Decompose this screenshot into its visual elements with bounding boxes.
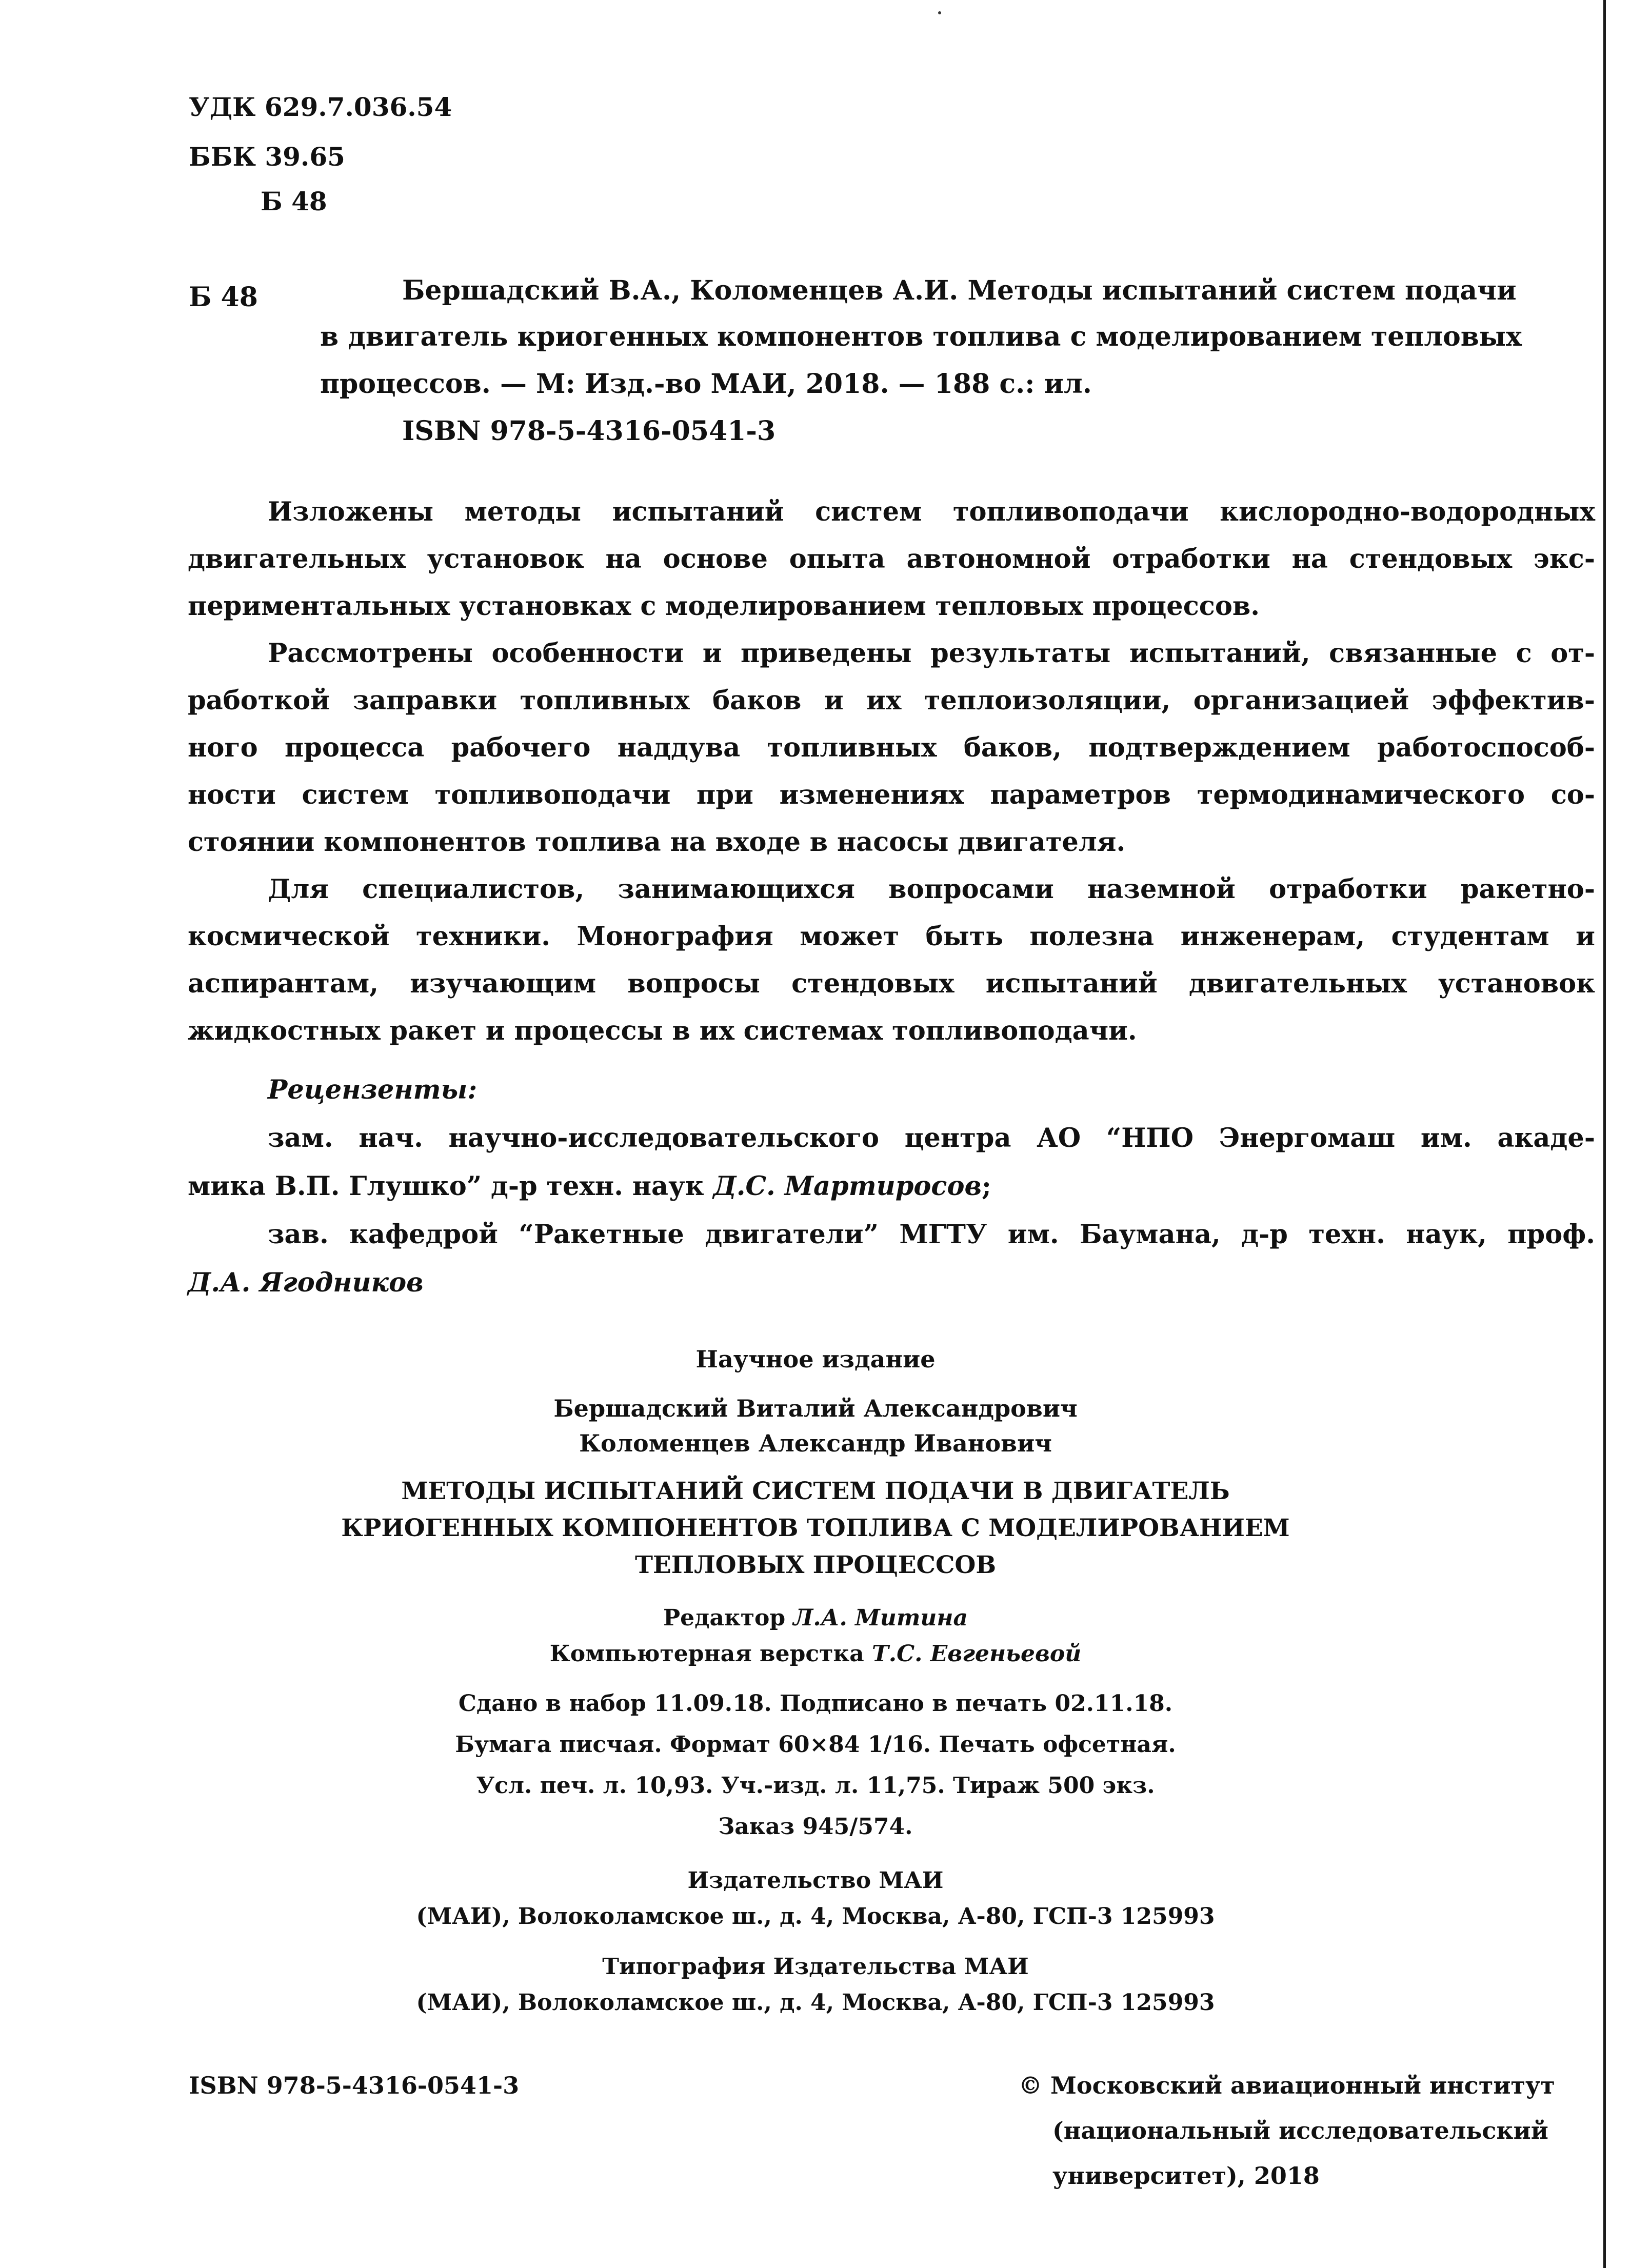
bbk-code: ББК 39.65: [189, 142, 345, 172]
bib-line-1: [402, 266, 1517, 315]
reviewers-heading: Рецензенты:: [268, 1075, 478, 1105]
reviewer-2: [188, 1210, 1595, 1307]
copyright-line: © Московский авиационный институт: [1019, 2072, 1555, 2099]
reviewer-2-name: Д.А. Ягодников: [188, 1267, 424, 1298]
bib-authors: Бершадский В.А., Коломенцев А.И.: [402, 275, 959, 306]
book-title-line: ТЕПЛОВЫХ ПРОЦЕССОВ: [634, 1551, 997, 1579]
reviewer-1-name: Д.С. Мартиросов: [713, 1171, 982, 1202]
printer-name: Типография Издательства МАИ: [602, 1954, 1029, 1980]
copyright-line: (национальный исследовательский: [1052, 2117, 1548, 2144]
reviewer-1-line-1: зам. нач. научно-исследовательского центра АО “НПО Энергомаш им. акаде-: [268, 1123, 1595, 1153]
imprint-author-2: Коломенцев Александр Иванович: [579, 1429, 1052, 1457]
layout-line: [0, 1632, 1631, 1676]
bib-author-mark: Б 48: [189, 282, 258, 313]
abstract-line: стоянии компонентов топлива на входе в насосы двигателя.: [188, 827, 1126, 858]
abstract-line: космической техники. Монография может быть полезна инженерам, студентам и: [188, 921, 1595, 952]
print-detail-line: Заказ 945/574.: [718, 1814, 913, 1840]
print-detail-line: Усл. печ. л. 10,93. Уч.-изд. л. 11,75. Тираж 500 экз.: [476, 1773, 1155, 1799]
print-detail-line: Бумага писчая. Формат 60×84 1/16. Печать офсетная.: [455, 1732, 1176, 1758]
bib-isbn: ISBN 978-5-4316-0541-3: [402, 415, 776, 447]
udk-code: УДК 629.7.036.54: [189, 92, 452, 122]
editor-label: Редактор: [663, 1605, 793, 1631]
reviewer-1: [188, 1114, 1595, 1210]
imprint-author-1: Бершадский Виталий Александрович: [553, 1395, 1078, 1422]
abstract-line: Изложены методы испытаний систем топливоподачи кислородно-водородных: [268, 496, 1595, 527]
abstract-line: Для специалистов, занимающихся вопросами наземной отработки ракетно-: [268, 874, 1595, 905]
abstract-line: работкой заправки топливных баков и их теплоизоляции, организацией эффектив-: [188, 685, 1595, 716]
bib-line-3: процессов. — М: Изд.-во МАИ, 2018. — 188 с.: ил.: [320, 368, 1092, 400]
bib-line-2: в двигатель криогенных компонентов топлива с моделированием тепловых: [320, 321, 1522, 352]
abstract-line: жидкостных ракет и процессы в их системах топливоподачи.: [188, 1016, 1137, 1046]
reviewer-1-end: ;: [982, 1171, 991, 1202]
abstract-line: двигательных установок на основе опыта автономной отработки на стендовых экс-: [188, 544, 1595, 574]
printer-address: (МАИ), Волоколамское ш., д. 4, Москва, А-80, ГСП-3 125993: [416, 1990, 1215, 2016]
copyright-block: [1019, 2063, 1555, 2198]
book-title-line: МЕТОДЫ ИСПЫТАНИЙ СИСТЕМ ПОДАЧИ В ДВИГАТЕЛЬ: [401, 1477, 1230, 1505]
abstract-paragraph-2: [188, 630, 1595, 866]
layout-label: Компьютерная верстка: [549, 1641, 872, 1667]
abstract-paragraph-3: [188, 866, 1595, 1055]
copyright-line: университет), 2018: [1052, 2162, 1320, 2190]
scan-speck: [938, 11, 941, 14]
publisher-name: Издательство МАИ: [687, 1867, 944, 1894]
print-details: [0, 1683, 1631, 1847]
print-detail-line: Сдано в набор 11.09.18. Подписано в печать 02.11.18.: [458, 1690, 1173, 1717]
abstract-paragraph-1: [188, 488, 1595, 630]
bib-title-start: Методы испытаний систем подачи: [967, 275, 1517, 306]
abstract-line: периментальных установках с моделированием тепловых процессов.: [188, 591, 1260, 622]
layout-name: Т.С. Евгеньевой: [872, 1641, 1082, 1667]
book-title: [0, 1473, 1631, 1584]
reviewer-1-credentials: мика В.П. Глушко” д-р техн. наук: [188, 1171, 713, 1202]
edition-type: Научное издание: [695, 1345, 936, 1373]
editor-name: Л.А. Митина: [793, 1605, 968, 1631]
reviewer-1-line-2: [188, 1162, 1595, 1210]
book-title-line: КРИОГЕННЫХ КОМПОНЕНТОВ ТОПЛИВА С МОДЕЛИРОВАНИЕМ: [341, 1514, 1290, 1542]
abstract-line: ности систем топливоподачи при изменениях параметров термодинамического со-: [188, 780, 1595, 810]
publisher-address: (МАИ), Волоколамское ш., д. 4, Москва, А-80, ГСП-3 125993: [416, 1903, 1215, 1929]
footer-isbn: ISBN 978-5-4316-0541-3: [189, 2072, 520, 2099]
abstract-line: аспирантам, изучающим вопросы стендовых испытаний двигательных установок: [188, 968, 1595, 999]
reviewer-2-line-1: зав. кафедрой “Ракетные двигатели” МГТУ им. Баумана, д-р техн. наук, проф.: [268, 1219, 1595, 1250]
author-mark: Б 48: [261, 186, 327, 216]
abstract-line: ного процесса рабочего наддува топливных баков, подтверждением работоспособ-: [188, 732, 1595, 763]
abstract-line: Рассмотрены особенности и приведены результаты испытаний, связанные с от-: [268, 638, 1595, 669]
